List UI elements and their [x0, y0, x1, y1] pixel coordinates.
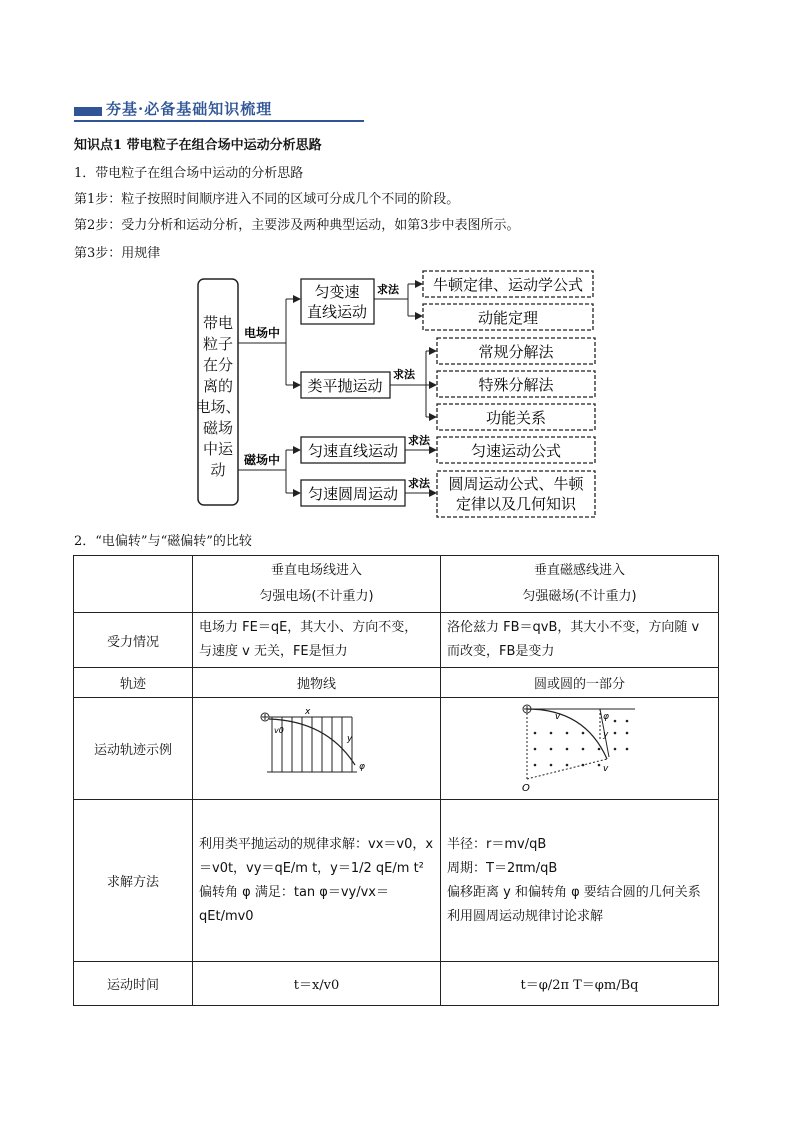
method-magnetic-line-4: 利用圆周运动规律讨论求解	[447, 908, 604, 924]
newton-law: 牛顿定律、运动学公式	[432, 276, 584, 294]
step-3: 第3步：用规律	[74, 246, 161, 261]
energy-theorem: 动能定理	[477, 309, 539, 327]
header-electric-line-2: 匀强电场(不计重力)	[259, 589, 374, 604]
root-line-5: 电场、	[195, 398, 241, 416]
section-title: 夯基·必备基础知识梳理	[106, 100, 273, 118]
example-magnetic	[441, 698, 719, 800]
force-electric-line-2: 与速度 v 无关，FE是恒力	[199, 644, 348, 659]
label-v-bottom: v	[602, 763, 608, 774]
root-line-2: 粒子	[202, 335, 234, 353]
trajectory-label: 轨迹	[74, 668, 193, 698]
header-electric	[193, 556, 441, 613]
label-phi-electric: φ	[358, 761, 365, 772]
special-decomp: 特殊分解法	[478, 376, 554, 394]
knowledge-point-title: 知识点1 带电粒子在组合场中运动分析思路	[74, 138, 322, 153]
electric-deflection-diagram	[257, 707, 377, 787]
label-x: x	[304, 706, 310, 717]
example-electric	[193, 698, 441, 800]
magnetic-deflection-diagram	[515, 701, 645, 793]
method-magnetic-line-2: 周期：T＝2πm/qB	[447, 860, 558, 876]
force-magnetic	[441, 613, 719, 668]
uniform-circular-label: 匀速圆周运动	[307, 485, 399, 503]
comparison-table	[73, 555, 719, 1006]
label-v-top: v	[554, 711, 560, 722]
method-label-2: 求法	[393, 368, 415, 381]
time-electric: t＝x/v0	[193, 962, 441, 1006]
regular-decomp: 常规分解法	[478, 343, 554, 361]
header-empty-cell	[74, 556, 193, 613]
item-1-heading: 1．带电粒子在组合场中运动的分析思路	[74, 166, 304, 181]
force-electric	[193, 613, 441, 668]
force-magnetic-line-1: 洛伦兹力 FB＝qvB，其大小不变，方向随 v	[447, 620, 700, 635]
uniform-formula: 匀速运动公式	[470, 442, 562, 460]
method-electric-line-3: 偏转角 φ 满足：tan φ＝vy/vx＝qEt/mv0	[199, 884, 390, 924]
root-line-3: 在分	[202, 356, 234, 374]
magnetic-field-label: 磁场中	[244, 453, 281, 467]
table-row-time	[74, 962, 719, 1006]
table-row-method	[74, 800, 719, 962]
force-label: 受力情况	[74, 613, 193, 668]
trajectory-electric: 抛物线	[193, 668, 441, 698]
method-label: 求解方法	[74, 800, 193, 962]
root-line-8: 动	[210, 461, 226, 479]
table-row-force	[74, 613, 719, 668]
method-magnetic-line-1: 半径：r＝mv/qB	[447, 836, 547, 852]
label-v0: v0	[273, 725, 284, 735]
circular-formula-1: 圆周运动公式、牛顿	[448, 475, 584, 493]
header-magnetic-line-2: 匀强磁场(不计重力)	[522, 589, 637, 604]
root-line-7: 中运	[202, 440, 234, 458]
work-energy: 功能关系	[485, 409, 547, 427]
table-row-trajectory	[74, 668, 719, 698]
force-electric-line-1: 电场力 FE＝qE，其大小、方向不变，	[199, 620, 418, 635]
label-y: y	[346, 733, 352, 744]
header-electric-line-1: 垂直电场线进入	[270, 563, 362, 578]
item-2-heading: 2．“电偏转”与“磁偏转”的比较	[74, 534, 252, 549]
circular-formula-2: 定律以及几何知识	[455, 495, 577, 513]
section-header	[74, 98, 364, 122]
label-y-magnetic: y	[602, 729, 608, 740]
method-electric-line-1: 利用类平抛运动的规律求解：vx＝v0，x	[199, 836, 434, 852]
uniform-accel-line-2: 直线运动	[306, 303, 368, 321]
header-bar	[74, 107, 102, 116]
header-magnetic-line-1: 垂直磁感线进入	[533, 563, 625, 578]
flow-diagram	[0, 265, 794, 525]
method-magnetic	[441, 800, 719, 962]
method-label-4: 求法	[408, 477, 430, 490]
method-label-1: 求法	[377, 283, 399, 296]
method-electric	[193, 800, 441, 962]
table-row-example	[74, 698, 719, 800]
method-electric-line-2: ＝v0t，vy＝qE/m t，y＝1/2 qE/m t²	[199, 860, 424, 876]
root-line-4: 离的	[202, 377, 234, 395]
example-label: 运动轨迹示例	[74, 698, 193, 800]
force-magnetic-line-2: 而改变，FB是变力	[447, 644, 555, 659]
method-magnetic-line-3: 偏移距离 y 和偏转角 φ 要结合圆的几何关系	[447, 884, 701, 900]
projectile-label: 类平抛运动	[307, 377, 383, 395]
uniform-accel-line-1: 匀变速	[314, 283, 360, 301]
trajectory-magnetic: 圆或圆的一部分	[441, 668, 719, 698]
time-magnetic: t＝φ/2π T＝φm/Bq	[441, 962, 719, 1006]
uniform-linear-label: 匀速直线运动	[307, 442, 399, 460]
label-phi-magnetic: φ	[602, 711, 609, 722]
electric-field-label: 电场中	[244, 326, 281, 340]
table-header-row	[74, 556, 719, 613]
label-origin: O	[521, 782, 530, 793]
header-magnetic	[441, 556, 719, 613]
step-2: 第2步：受力分析和运动分析，主要涉及两种典型运动，如第3步中表图所示。	[74, 218, 520, 233]
root-line-6: 磁场	[202, 419, 234, 437]
root-line-1: 带电	[202, 314, 234, 332]
time-label: 运动时间	[74, 962, 193, 1006]
method-label-3: 求法	[408, 434, 430, 447]
step-1: 第1步：粒子按照时间顺序进入不同的区域可分成几个不同的阶段。	[74, 192, 460, 207]
